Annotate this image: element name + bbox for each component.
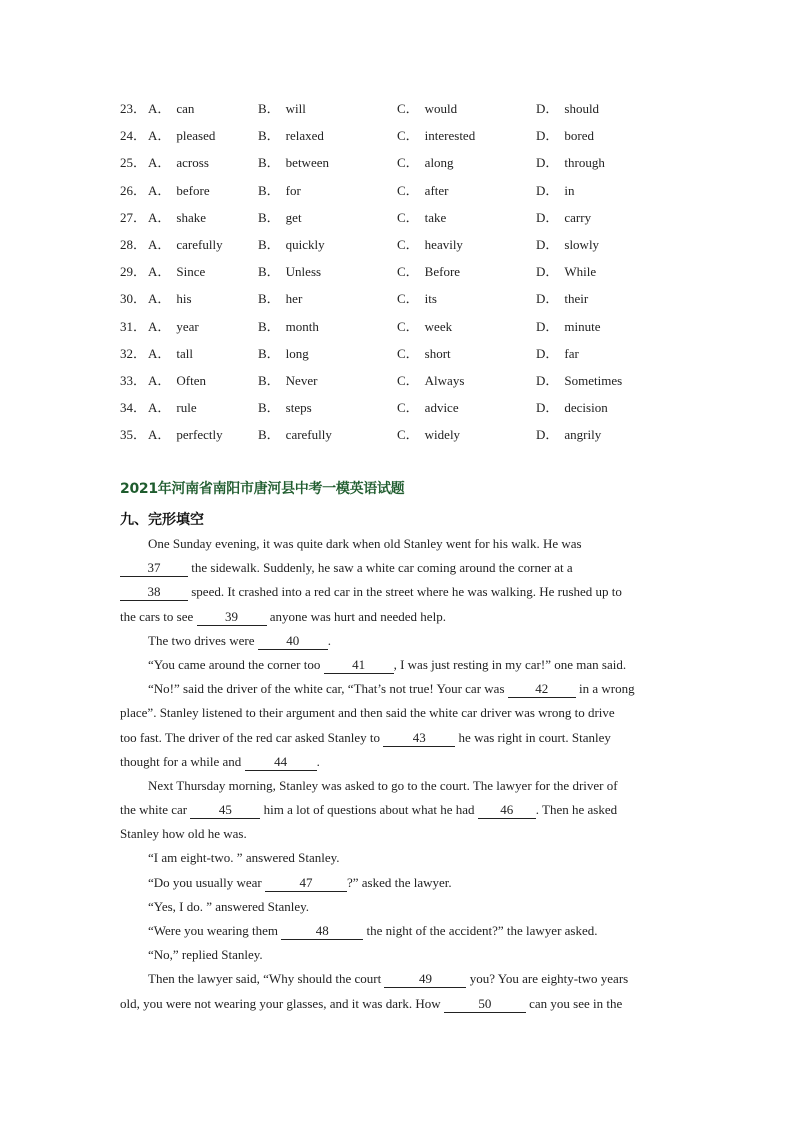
option-d bbox=[536, 343, 676, 362]
option-text: Often bbox=[176, 372, 206, 388]
blank-47: 47 bbox=[265, 875, 347, 892]
option-text: should bbox=[564, 101, 600, 117]
option-text: tall bbox=[176, 345, 193, 361]
question-number: 35． bbox=[120, 427, 147, 443]
passage-line bbox=[120, 822, 676, 846]
option-a bbox=[148, 152, 258, 171]
passage-line bbox=[120, 967, 676, 991]
question-number: 28． bbox=[120, 237, 147, 253]
passage-line bbox=[120, 774, 676, 798]
option-letter: A． bbox=[148, 372, 171, 388]
option-letter: A． bbox=[148, 155, 171, 171]
option-text: between bbox=[285, 155, 329, 171]
option-row bbox=[120, 420, 680, 447]
option-row bbox=[120, 366, 680, 393]
option-c bbox=[397, 180, 536, 199]
passage-text: One Sunday evening, it was quite dark when old Stanley went for his walk. He was bbox=[148, 536, 582, 551]
option-text: short bbox=[424, 345, 451, 361]
option-letter: B． bbox=[258, 101, 280, 117]
option-letter: C． bbox=[397, 264, 419, 280]
option-letter: C． bbox=[397, 345, 419, 361]
option-text: get bbox=[285, 209, 302, 225]
option-a bbox=[148, 234, 258, 253]
answer-options-list bbox=[120, 94, 680, 447]
option-text: before bbox=[176, 182, 210, 198]
option-b bbox=[258, 343, 397, 362]
passage-text: the white car bbox=[120, 802, 191, 818]
option-text: pleased bbox=[176, 128, 216, 144]
option-letter: A． bbox=[148, 101, 171, 117]
blank-45: 45 bbox=[190, 802, 260, 819]
option-text: minute bbox=[564, 318, 601, 334]
option-letter: D． bbox=[536, 101, 559, 117]
option-text: Never bbox=[285, 372, 318, 388]
option-text: carry bbox=[564, 209, 592, 225]
option-letter: A． bbox=[148, 209, 171, 225]
option-c bbox=[397, 288, 536, 307]
option-a bbox=[148, 98, 258, 117]
option-text: month bbox=[285, 318, 319, 334]
option-a bbox=[148, 288, 258, 307]
option-b bbox=[258, 424, 397, 443]
option-b bbox=[258, 370, 397, 389]
passage-line bbox=[120, 846, 676, 870]
blank-41: 41 bbox=[324, 657, 394, 674]
option-letter: B． bbox=[258, 237, 280, 253]
option-c bbox=[397, 234, 536, 253]
option-letter: B． bbox=[258, 182, 280, 198]
passage-text: place”. Stanley listened to their argument and then said the white car driver was wrong to drive bbox=[120, 705, 615, 721]
option-text: their bbox=[564, 291, 589, 307]
blank-44: 44 bbox=[245, 754, 317, 771]
option-letter: C． bbox=[397, 291, 419, 307]
passage-line bbox=[120, 677, 676, 701]
option-letter: B． bbox=[258, 345, 280, 361]
question-number: 25． bbox=[120, 155, 147, 171]
option-letter: A． bbox=[148, 400, 171, 416]
question-number: 32． bbox=[120, 345, 147, 361]
option-a bbox=[148, 180, 258, 199]
passage-line bbox=[120, 871, 676, 895]
passage-line bbox=[120, 798, 676, 822]
option-letter: B． bbox=[258, 400, 280, 416]
passage-line bbox=[120, 580, 676, 604]
option-d bbox=[536, 424, 676, 443]
option-text: carefully bbox=[285, 427, 332, 443]
option-letter: A． bbox=[148, 427, 171, 443]
option-b bbox=[258, 152, 397, 171]
passage-text: too fast. The driver of the red car asked Stanley to bbox=[120, 729, 384, 745]
passage-text: the cars to see bbox=[120, 608, 197, 624]
passage-text: ?” asked the lawyer. bbox=[346, 874, 452, 890]
passage-text: “Yes, I do. ” answered Stanley. bbox=[148, 898, 310, 914]
section-heading: 九、完形填空 bbox=[120, 512, 204, 528]
passage-text: the night of the accident?” the lawyer asked. bbox=[363, 923, 598, 938]
passage-line bbox=[120, 943, 676, 967]
option-text: Before bbox=[424, 264, 461, 280]
option-b bbox=[258, 125, 397, 144]
option-letter: C． bbox=[397, 318, 419, 334]
passage-line bbox=[120, 653, 676, 677]
question-number: 23． bbox=[120, 101, 147, 117]
cloze-passage bbox=[120, 532, 676, 1016]
option-c bbox=[397, 397, 536, 416]
option-b bbox=[258, 207, 397, 226]
option-letter: B． bbox=[258, 427, 280, 443]
option-letter: D． bbox=[536, 209, 559, 225]
passage-line bbox=[120, 629, 676, 653]
option-text: While bbox=[564, 264, 597, 280]
option-letter: A． bbox=[148, 264, 171, 280]
option-row bbox=[120, 176, 680, 203]
passage-line bbox=[120, 726, 676, 750]
option-letter: B． bbox=[258, 291, 280, 307]
option-b bbox=[258, 261, 397, 280]
option-text: through bbox=[564, 155, 605, 171]
option-letter: A． bbox=[148, 237, 171, 253]
option-letter: C． bbox=[397, 237, 419, 253]
passage-line bbox=[120, 750, 676, 774]
passage-line bbox=[120, 532, 676, 556]
question-number: 29． bbox=[120, 264, 147, 280]
option-text: carefully bbox=[176, 237, 223, 253]
option-row bbox=[120, 393, 680, 420]
passage-text: Then the lawyer said, “Why should the court bbox=[148, 971, 385, 987]
option-letter: D． bbox=[536, 345, 559, 361]
option-d bbox=[536, 397, 676, 416]
option-d bbox=[536, 207, 676, 226]
option-letter: D． bbox=[536, 264, 559, 280]
blank-43: 43 bbox=[383, 730, 455, 747]
option-d bbox=[536, 234, 676, 253]
option-c bbox=[397, 316, 536, 335]
option-letter: A． bbox=[148, 291, 171, 307]
option-text: after bbox=[424, 182, 449, 198]
option-d bbox=[536, 288, 676, 307]
option-row bbox=[120, 257, 680, 284]
option-text: can bbox=[176, 101, 195, 117]
option-row bbox=[120, 94, 680, 121]
option-d bbox=[536, 261, 676, 280]
option-row bbox=[120, 148, 680, 175]
passage-line bbox=[120, 556, 676, 580]
option-row bbox=[120, 284, 680, 311]
passage-text: “No,” replied Stanley. bbox=[148, 947, 263, 963]
option-row bbox=[120, 312, 680, 339]
blank-48: 48 bbox=[281, 923, 363, 940]
passage-text: The two drives were bbox=[148, 632, 258, 648]
option-text: across bbox=[176, 155, 209, 171]
question-number: 24． bbox=[120, 128, 147, 144]
passage-line bbox=[120, 895, 676, 919]
option-c bbox=[397, 207, 536, 226]
option-letter: C． bbox=[397, 182, 419, 198]
passage-line bbox=[120, 919, 676, 943]
passage-text: “I am eight-two. ” answered Stanley. bbox=[148, 850, 340, 866]
option-letter: C． bbox=[397, 209, 419, 225]
option-letter: D． bbox=[536, 237, 559, 253]
option-text: heavily bbox=[424, 237, 463, 253]
option-letter: D． bbox=[536, 427, 559, 443]
option-text: take bbox=[424, 209, 447, 225]
option-text: widely bbox=[424, 427, 461, 443]
option-text: shake bbox=[176, 209, 206, 225]
blank-40: 40 bbox=[258, 633, 328, 650]
blank-38: 38 bbox=[120, 584, 188, 601]
option-d bbox=[536, 125, 676, 144]
passage-text: him a lot of questions about what he had bbox=[260, 802, 478, 818]
blank-37: 37 bbox=[120, 560, 188, 577]
option-text: advice bbox=[424, 400, 459, 416]
passage-text: Next Thursday morning, Stanley was asked to go to the court. The lawyer for the driver of bbox=[148, 777, 618, 793]
option-letter: C． bbox=[397, 101, 419, 117]
passage-text: can you see in the bbox=[525, 995, 623, 1011]
passage-text: he was right in court. Stanley bbox=[455, 729, 611, 745]
passage-text: . Then he asked bbox=[535, 802, 618, 818]
option-b bbox=[258, 180, 397, 199]
option-letter: C． bbox=[397, 155, 419, 171]
passage-text: “Do you usually wear bbox=[148, 874, 265, 890]
option-c bbox=[397, 424, 536, 443]
option-a bbox=[148, 207, 258, 226]
option-row bbox=[120, 121, 680, 148]
option-text: year bbox=[176, 318, 199, 334]
option-letter: A． bbox=[148, 318, 171, 334]
option-letter: B． bbox=[258, 318, 280, 334]
section-title: 2021年河南省南阳市唐河县中考一模英语试题 bbox=[120, 481, 405, 497]
question-number: 30． bbox=[120, 291, 147, 307]
option-text: Always bbox=[424, 372, 465, 388]
option-text: Unless bbox=[285, 264, 322, 280]
option-d bbox=[536, 152, 676, 171]
option-letter: A． bbox=[148, 182, 171, 198]
option-row bbox=[120, 203, 680, 230]
option-c bbox=[397, 98, 536, 117]
option-text: relaxed bbox=[285, 128, 324, 144]
option-text: in bbox=[564, 182, 575, 198]
option-letter: D． bbox=[536, 318, 559, 334]
option-a bbox=[148, 370, 258, 389]
option-c bbox=[397, 125, 536, 144]
option-letter: C． bbox=[397, 372, 419, 388]
question-number: 33． bbox=[120, 372, 147, 388]
option-letter: D． bbox=[536, 182, 559, 198]
option-c bbox=[397, 261, 536, 280]
option-b bbox=[258, 234, 397, 253]
question-number: 31． bbox=[120, 318, 147, 334]
option-a bbox=[148, 397, 258, 416]
passage-text: the sidewalk. Suddenly, he saw a white car coming around the corner at a bbox=[188, 560, 573, 576]
option-text: his bbox=[176, 291, 192, 307]
passage-text: . bbox=[327, 632, 331, 648]
option-text: decision bbox=[564, 400, 608, 416]
passage-text: anyone was hurt and needed help. bbox=[266, 608, 446, 624]
option-d bbox=[536, 316, 676, 335]
passage-text: “Were you wearing them bbox=[148, 923, 282, 938]
blank-42: 42 bbox=[508, 681, 576, 698]
option-text: along bbox=[424, 155, 454, 171]
option-a bbox=[148, 125, 258, 144]
option-c bbox=[397, 370, 536, 389]
passage-text: “You came around the corner too bbox=[148, 656, 324, 672]
option-text: its bbox=[424, 291, 437, 307]
option-text: will bbox=[285, 101, 306, 117]
option-text: interested bbox=[424, 128, 476, 144]
passage-text: “No!” said the driver of the white car, “That’s not true! Your car was bbox=[148, 681, 508, 697]
option-letter: B． bbox=[258, 372, 280, 388]
option-text: perfectly bbox=[176, 427, 223, 443]
option-letter: A． bbox=[148, 128, 171, 144]
option-b bbox=[258, 316, 397, 335]
option-text: week bbox=[424, 318, 453, 334]
passage-text: thought for a while and bbox=[120, 753, 245, 769]
passage-text: in a wrong bbox=[575, 681, 635, 697]
option-text: steps bbox=[285, 400, 312, 416]
option-text: Sometimes bbox=[564, 372, 623, 388]
passage-text: , I was just resting in my car!” one man said. bbox=[393, 656, 627, 672]
option-a bbox=[148, 316, 258, 335]
option-text: Since bbox=[176, 264, 206, 280]
blank-46: 46 bbox=[478, 802, 536, 819]
option-letter: B． bbox=[258, 155, 280, 171]
option-text: bored bbox=[564, 128, 594, 144]
blank-50: 50 bbox=[444, 996, 526, 1013]
option-row bbox=[120, 230, 680, 257]
option-letter: C． bbox=[397, 427, 419, 443]
option-b bbox=[258, 98, 397, 117]
option-a bbox=[148, 261, 258, 280]
option-c bbox=[397, 343, 536, 362]
option-text: slowly bbox=[564, 237, 600, 253]
option-row bbox=[120, 339, 680, 366]
option-letter: A． bbox=[148, 345, 171, 361]
option-b bbox=[258, 288, 397, 307]
passage-line bbox=[120, 605, 676, 629]
passage-text: . bbox=[316, 753, 320, 769]
blank-39: 39 bbox=[197, 609, 267, 626]
option-text: her bbox=[285, 291, 303, 307]
option-letter: D． bbox=[536, 291, 559, 307]
option-c bbox=[397, 152, 536, 171]
option-text: long bbox=[285, 345, 309, 361]
option-a bbox=[148, 424, 258, 443]
option-text: angrily bbox=[564, 427, 602, 443]
option-text: quickly bbox=[285, 237, 325, 253]
option-letter: B． bbox=[258, 264, 280, 280]
option-letter: C． bbox=[397, 400, 419, 416]
option-text: for bbox=[285, 182, 301, 198]
option-text: would bbox=[424, 101, 458, 117]
question-number: 27． bbox=[120, 209, 147, 225]
passage-text: Stanley how old he was. bbox=[120, 826, 247, 842]
option-letter: D． bbox=[536, 155, 559, 171]
passage-line bbox=[120, 701, 676, 725]
question-number: 34． bbox=[120, 400, 147, 416]
question-number: 26． bbox=[120, 182, 147, 198]
option-d bbox=[536, 98, 676, 117]
option-d bbox=[536, 370, 676, 389]
option-b bbox=[258, 397, 397, 416]
passage-text: you? You are eighty-two years bbox=[466, 971, 629, 987]
blank-49: 49 bbox=[384, 971, 466, 988]
option-text: far bbox=[564, 345, 579, 361]
passage-line bbox=[120, 992, 676, 1016]
option-letter: D． bbox=[536, 372, 559, 388]
option-text: rule bbox=[176, 400, 197, 416]
option-letter: B． bbox=[258, 128, 280, 144]
option-letter: D． bbox=[536, 128, 559, 144]
option-a bbox=[148, 343, 258, 362]
option-letter: B． bbox=[258, 209, 280, 225]
passage-text: speed. It crashed into a red car in the street where he was walking. He rushed up to bbox=[188, 584, 622, 600]
option-d bbox=[536, 180, 676, 199]
option-letter: C． bbox=[397, 128, 419, 144]
passage-text: old, you were not wearing your glasses, and it was dark. How bbox=[120, 995, 444, 1011]
option-letter: D． bbox=[536, 400, 559, 416]
